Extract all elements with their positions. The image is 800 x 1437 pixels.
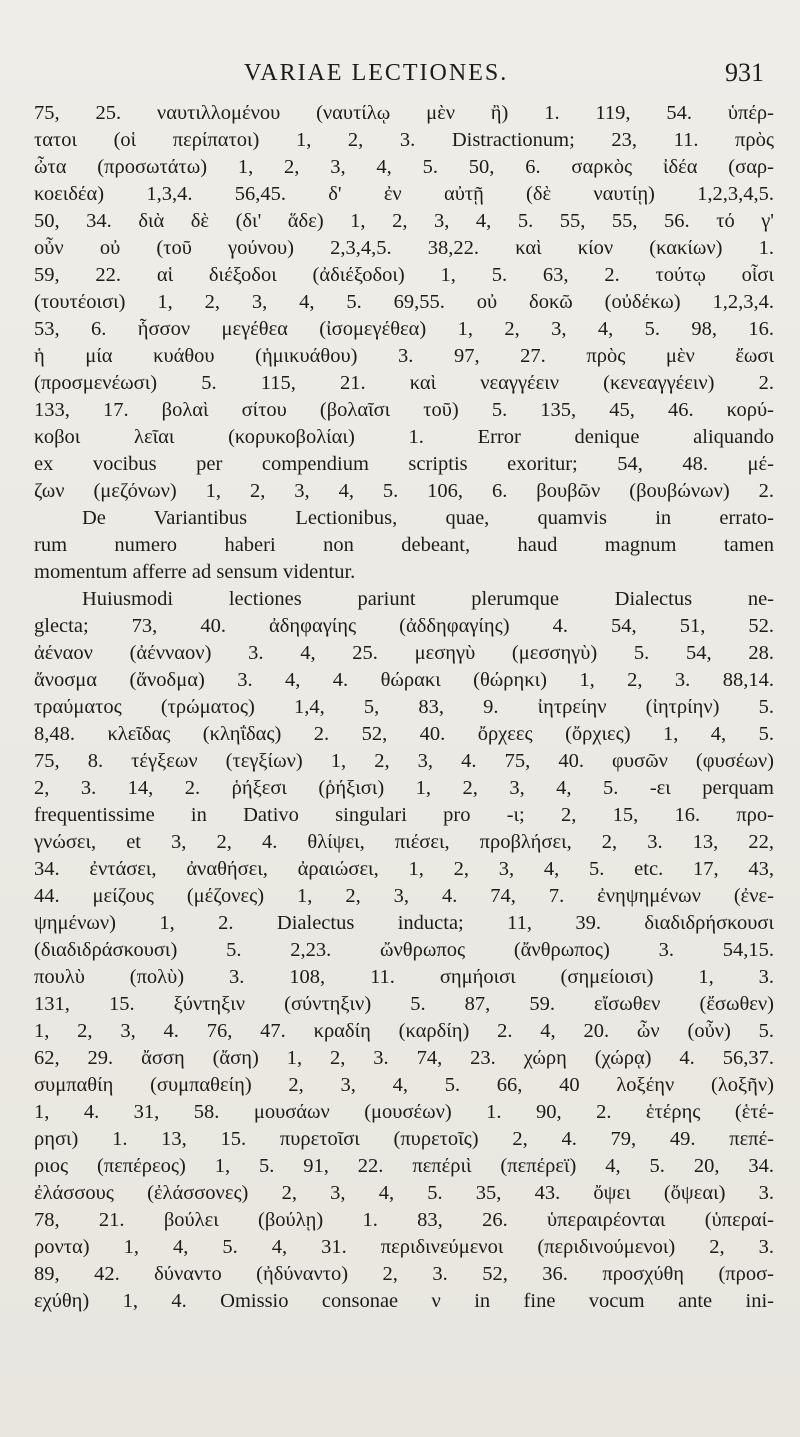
text-line: ἐλάσσους (ἐλάσσονες) 2, 3, 4, 5. 35, 43. ὄψει (ὄψεαι) 3. — [34, 1182, 774, 1204]
running-head: VARIAE LECTIONES. — [244, 60, 509, 86]
text-line: 133, 17. βολαὶ σίτου (βολαῖσι τοῦ) 5. 135, 45, 46. κορύ- — [34, 399, 774, 421]
text-line: 89, 42. δύναντο (ἠδύναντο) 2, 3. 52, 36. προσχύθη (προσ- — [34, 1263, 774, 1285]
text-line: 78, 21. βούλει (βούλῃ) 1. 83, 26. ὑπεραιρέονται (ὑπεραί- — [34, 1209, 774, 1231]
text-line: κοειδέα) 1,3,4. 56,45. δ' ἐν αὐτῇ (δὲ ναυτίῃ) 1,2,3,4,5. — [34, 183, 774, 205]
text-line: 1, 2, 3, 4. 76, 47. κραδίη (καρδίη) 2. 4, 20. ὦν (οὖν) 5. — [34, 1020, 774, 1042]
text-line: εχύθη) 1, 4. Omissio consonae ν in fine vocum ante ini- — [34, 1290, 774, 1312]
text-line: (τουτέοισι) 1, 2, 3, 4, 5. 69,55. οὐ δοκῶ (οὐδέκω) 1,2,3,4. — [34, 291, 774, 313]
text-line: 34. ἐντάσει, ἀναθήσει, ἀραιώσει, 1, 2, 3, 4, 5. etc. 17, 43, — [34, 858, 774, 880]
text-line: ἄνοσμα (ἄνοδμα) 3. 4, 4. θώρακι (θώρηκι) 1, 2, 3. 88,14. — [34, 669, 774, 691]
text-line: τατοι (οἱ περίπατοι) 1, 2, 3. Distractionum; 23, 11. πρὸς — [34, 129, 774, 151]
text-line: ροντα) 1, 4, 5. 4, 31. περιδινεύμενοι (περιδινούμενοι) 2, 3. — [34, 1236, 774, 1258]
text-line: 62, 29. ἄσση (ἄση) 1, 2, 3. 74, 23. χώρη (χώρᾳ) 4. 56,37. — [34, 1047, 774, 1069]
text-line: 50, 34. διὰ δὲ (δι' ἅδε) 1, 2, 3, 4, 5. 55, 55, 56. τό γ' — [34, 210, 774, 232]
page-header — [34, 56, 764, 96]
text-line: (διαδιδράσκουσι) 5. 2,23. ὤνθρωπος (ἄνθρωπος) 3. 54,15. — [34, 939, 774, 961]
text-line: ζων (μεζόνων) 1, 2, 3, 4, 5. 106, 6. βουβῶν (βουβώνων) 2. — [34, 480, 774, 502]
text-line: πουλὺ (πολὺ) 3. 108, 11. σημήοισι (σημείοισι) 1, 3. — [34, 966, 774, 988]
text-line: 44. μείζους (μέζονες) 1, 2, 3, 4. 74, 7. ἐνηψημένων (ἐνε- — [34, 885, 774, 907]
text-line — [34, 1315, 774, 1342]
text-line: rum numero haberi non debeant, haud magnum tamen — [34, 534, 774, 556]
paragraph-end-line: momentum afferre ad sensum videntur. — [34, 561, 356, 583]
text-line: ὦτα (προσωτάτω) 1, 2, 3, 4, 5. 50, 6. σαρκὸς ἰδέα (σαρ- — [34, 156, 774, 178]
text-line: ἀέναον (ἀένναον) 3. 4, 25. μεσηγὺ (μεσσηγὺ) 5. 54, 28. — [34, 642, 774, 664]
page-number: 931 — [725, 58, 764, 87]
paragraph-start-line: Huiusmodi lectiones pariunt plerumque Dialectus ne- — [82, 588, 774, 610]
text-line: 53, 6. ἧσσον μεγέθεα (ἰσομεγέθεα) 1, 2, 3, 4, 5. 98, 16. — [34, 318, 774, 340]
text-line: 2, 3. 14, 2. ῥήξεσι (ῥήξισι) 1, 2, 3, 4, 5. -ει perquam — [34, 777, 774, 799]
paragraph-start-line: De Variantibus Lectionibus, quae, quamvis in errato- — [82, 507, 774, 529]
text-line: οὖν οὐ (τοῦ γούνου) 2,3,4,5. 38,22. καὶ κίον (κακίων) 1. — [34, 237, 774, 259]
text-line: frequentissime in Dativo singulari pro -ι; 2, 15, 16. προ- — [34, 804, 774, 826]
text-line: 75, 25. ναυτιλλομένου (ναυτίλῳ μὲν ἢ) 1. 119, 54. ὑπέρ- — [34, 102, 774, 124]
text-line: 59, 22. αἱ διέξοδοι (ἀδιέξοδοι) 1, 5. 63, 2. τούτῳ οἷσι — [34, 264, 774, 286]
text-line: τραύματος (τρώματος) 1,4, 5, 83, 9. ἰητρείην (ἰητρίην) 5. — [34, 696, 774, 718]
text-line: ψημένων) 1, 2. Dialectus inducta; 11, 39. διαδιδρήσκουσι — [34, 912, 774, 934]
text-line: γνώσει, et 3, 2, 4. θλίψει, πιέσει, προβλήσει, 2, 3. 13, 22, — [34, 831, 774, 853]
text-line: ex vocibus per compendium scriptis exoritur; 54, 48. μέ- — [34, 453, 774, 475]
text-line: συμπαθίη (συμπαθείη) 2, 3, 4, 5. 66, 40 λοξέην (λοξῆν) — [34, 1074, 774, 1096]
text-line: 1, 4. 31, 58. μουσάων (μουσέων) 1. 90, 2. ἑτέρης (ἑτέ- — [34, 1101, 774, 1123]
text-line: 131, 15. ξύντηξιν (σύντηξιν) 5. 87, 59. εἴσωθεν (ἔσωθεν) — [34, 993, 774, 1015]
text-line: 8,48. κλεῖδας (κληΐδας) 2. 52, 40. ὄρχεες (ὄρχιες) 1, 4, 5. — [34, 723, 774, 745]
text-line: (προσμενέωσι) 5. 115, 21. καὶ νεαγγέειν (κενεαγγέειν) 2. — [34, 372, 774, 394]
text-line: ριος (πεπέρεος) 1, 5. 91, 22. πεπέριὶ (πεπέρεϊ) 4, 5. 20, 34. — [34, 1155, 774, 1177]
text-line: κοβοι λεῖαι (κορυκοβολίαι) 1. Error denique aliquando — [34, 426, 774, 448]
text-line: ρησι) 1. 13, 15. πυρετοῖσι (πυρετοῖς) 2, 4. 79, 49. πεπέ- — [34, 1128, 774, 1150]
text-line: ἡ μία κυάθου (ἡμικυάθου) 3. 97, 27. πρὸς μὲν ἔωσι — [34, 345, 774, 367]
text-line: glecta; 73, 40. ἀδηφαγίης (ἀδδηφαγίης) 4. 54, 51, 52. — [34, 615, 774, 637]
text-line: 75, 8. τέγξεων (τεγξίων) 1, 2, 3, 4. 75, 40. φυσῶν (φυσέων) — [34, 750, 774, 772]
body-text — [34, 100, 774, 1342]
